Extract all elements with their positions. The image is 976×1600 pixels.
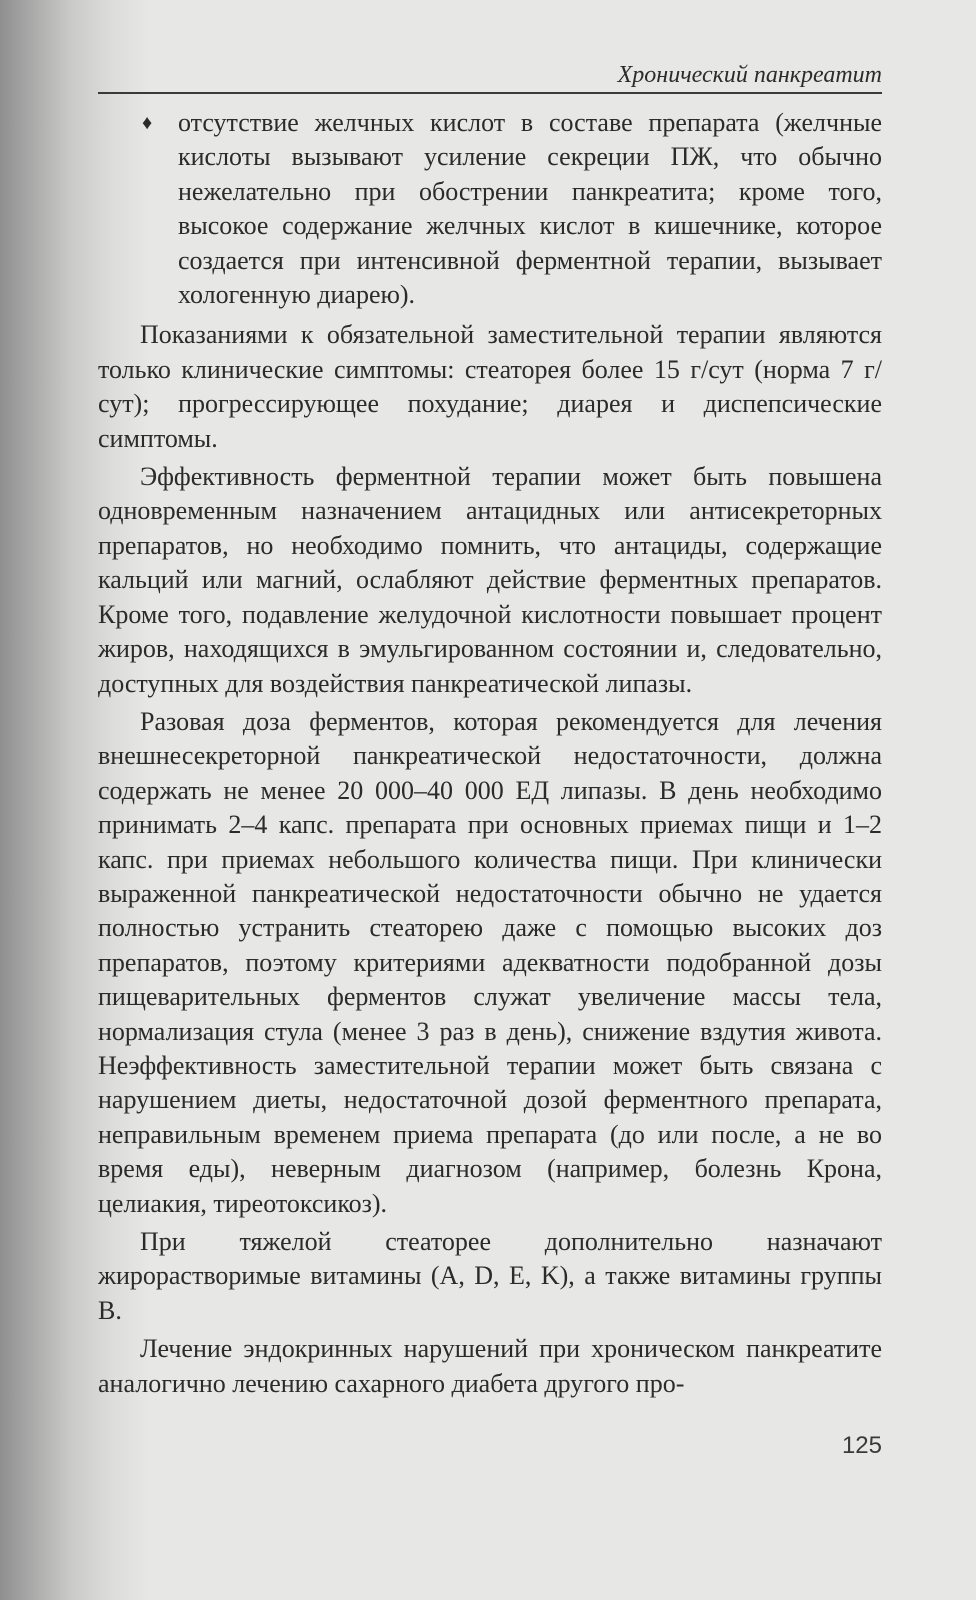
paragraph-dosage: Разовая доза ферментов, которая рекомендуется для лечения внешнесекреторной панкреатической недостаточности, должна содержать не менее 20 000–40 000 ЕД липазы. В день необходимо принимать 2–4 капс. препарата при основных приемах пищи и 1–2 капс. при приемах небольшого количества пищи. При клинически выраженной панкреатической недостаточности обычно не удается полностью устранить стеаторею даже с помощью высоких доз препаратов, поэтому критериями адекватности подобранной дозы пищеварительных ферментов служат увеличение массы тела, нормализация стула (менее 3 раз в день), снижение вздутия живота. Неэффективность заместительной терапии может быть связана с нарушением диеты, недостаточной дозой ферментного препарата, неправильным временем приема препарата (до или после, а не во время еды), неверным диагнозом (например, болезнь Крона, целиакия, тиреотоксикоз). (98, 706, 882, 1218)
paragraph-indications: Показаниями к обязательной заместительной терапии являются только клинические симптомы: стеаторея более 15 г/сут (норма 7 г/сут); прогрессирующее похудание; диарея и диспепсические симптомы. (98, 320, 882, 453)
diamond-bullet-icon: ♦ (142, 112, 153, 134)
paragraph-vitamins: При тяжелой стеаторее дополнительно назначают жирорастворимые витамины (A, D, E, K), а также витамины группы B. (98, 1227, 882, 1325)
bullet-list-item (98, 106, 882, 312)
paragraph-efficacy: Эффективность ферментной терапии может быть повышена одновременным назначением антацидных или антисекреторных препаратов, но необходимо помнить, что антациды, содержащие кальций или магний, ослабляют действие ферментных препаратов. Кроме того, подавление желудочной кислотности повышает процент жиров, находящихся в эмульгированном состоянии и, следовательно, доступных для воздействия панкреатической липазы. (98, 462, 882, 698)
paragraph-endocrine: Лечение эндокринных нарушений при хроническом панкреатите аналогично лечению сахарного диабета другого про- (98, 1334, 882, 1398)
book-page (98, 60, 882, 1405)
bullet-text: отсутствие желчных кислот в составе препарата (желчные кислоты вызывают усиление секреции ПЖ, что обычно нежелательно при обострении панкреатита; кроме того, высокое содержание желчных кислот в кишечнике, которое создается при интенсивной ферментной терапии, вызывает хологенную диарею). (178, 108, 882, 310)
running-head: Хронический панкреатит (98, 60, 882, 94)
page-number: 125 (841, 1432, 882, 1459)
